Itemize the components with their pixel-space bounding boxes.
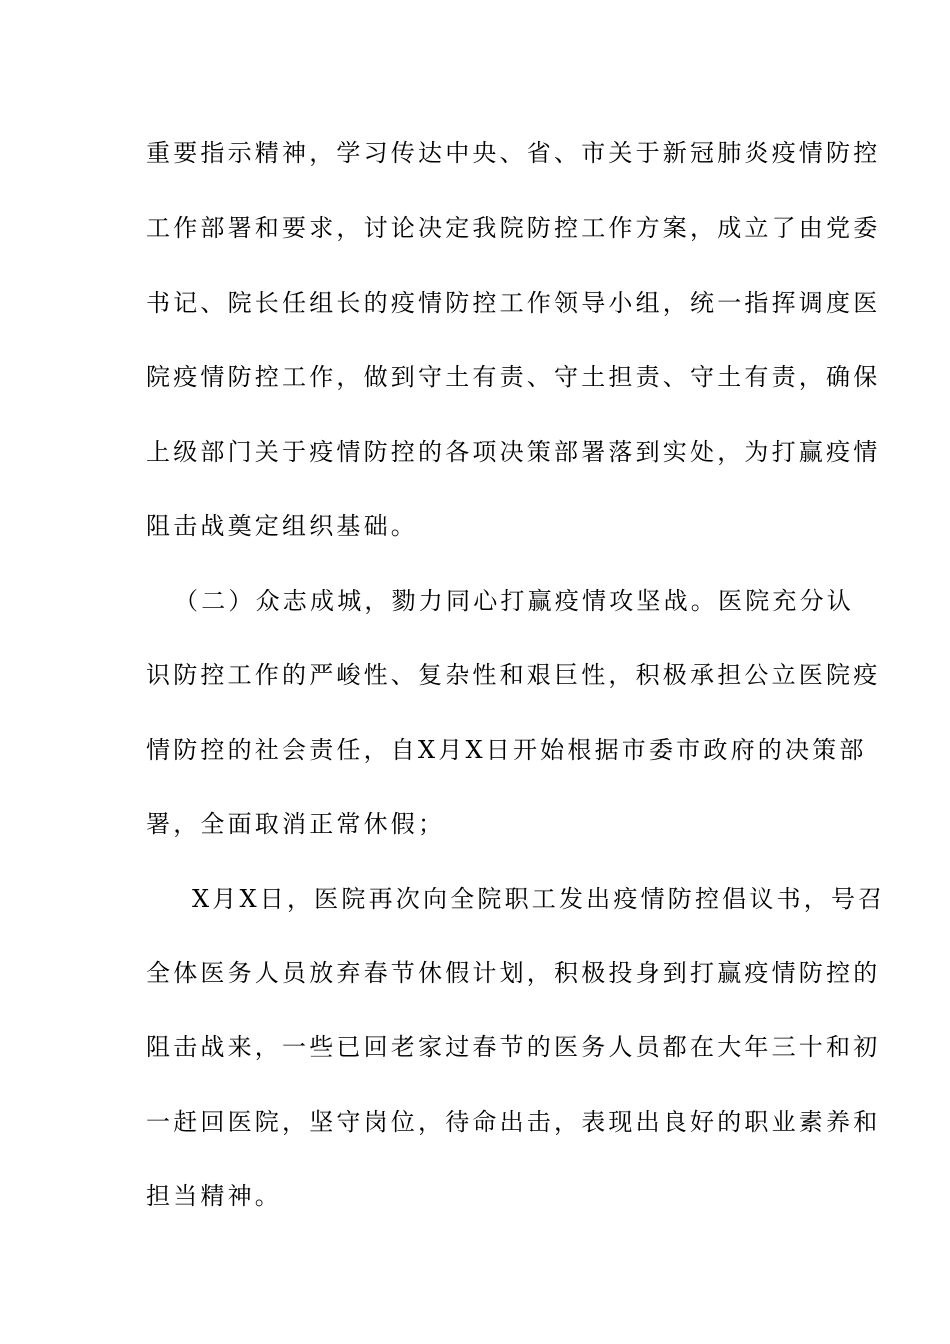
- paragraph-line: 阻击战来，一些已回老家过春节的医务人员都在大年三十和初: [146, 1033, 881, 1061]
- paragraph-line: 院疫情防控工作，做到守土有责、守土担责、守土有责，确保: [146, 363, 881, 391]
- paragraph-line: X月X日，医院再次向全院职工发出疫情防控倡议书，号召: [192, 885, 886, 913]
- paragraph-line: 上级部门关于疫情防控的各项决策部署落到实处，为打赢疫情: [146, 438, 881, 466]
- paragraph-line: 重要指示精神，学习传达中央、省、市关于新冠肺炎疫情防控: [146, 139, 881, 167]
- paragraph-line: 识防控工作的严峻性、复杂性和艰巨性，积极承担公立医院疫: [146, 661, 881, 689]
- paragraph-line: 全体医务人员放弃春节休假计划，积极投身到打赢疫情防控的: [146, 959, 881, 987]
- paragraph-line: （二）众志成城，勠力同心打赢疫情攻坚战。医院充分认: [174, 587, 854, 615]
- paragraph-line: 一赶回医院，坚守岗位，待命出击，表现出良好的职业素养和: [146, 1108, 881, 1136]
- paragraph-line: 书记、院长任组长的疫情防控工作领导小组，统一指挥调度医: [146, 289, 881, 317]
- paragraph-line: 情防控的社会责任，自X月X日开始根据市委市政府的决策部: [146, 736, 867, 764]
- paragraph-line: 担当精神。: [146, 1182, 282, 1210]
- paragraph-line: 工作部署和要求，讨论决定我院防控工作方案，成立了由党委: [146, 214, 881, 242]
- paragraph-line: 署，全面取消正常休假；: [146, 810, 446, 838]
- paragraph-line: 阻击战奠定组织基础。: [146, 512, 418, 540]
